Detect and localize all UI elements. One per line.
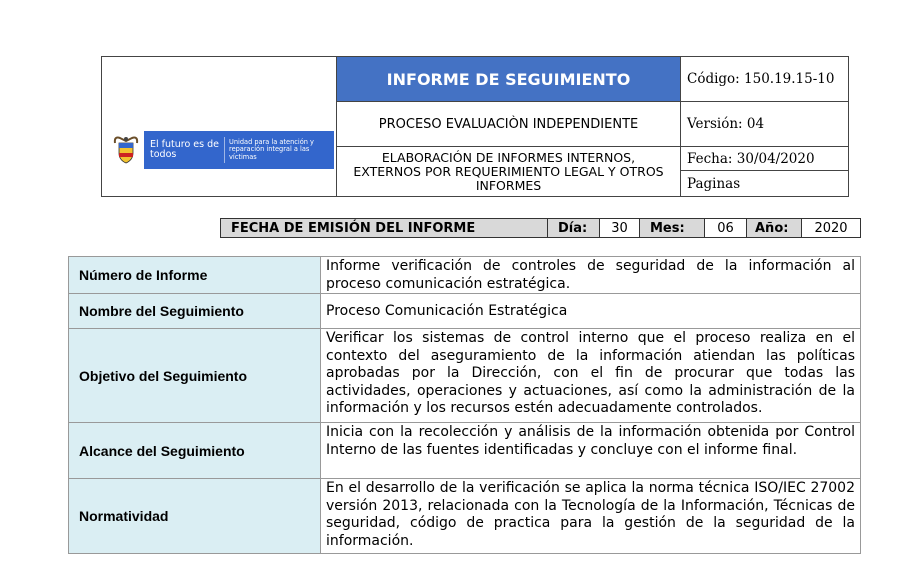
process-name: PROCESO EVALUACIÒN INDEPENDIENTE [337, 102, 681, 147]
year-label: Año: [747, 219, 802, 237]
elaboration-text: ELABORACIÓN DE INFORMES INTERNOS, EXTERNOS POR REQUERIMIENTO LEGAL Y OTROS INFORMES [337, 147, 681, 196]
tracking-name-label: Nombre del Seguimiento [69, 294, 321, 329]
year-value: 2020 [814, 220, 848, 236]
document-header [101, 56, 849, 197]
report-info-table [68, 256, 861, 554]
report-number-value: Informe verificación de controles de seguridad de la información al proceso comunicación estratégica. [321, 257, 860, 294]
coat-of-arms-icon [108, 131, 144, 169]
document-pages: Paginas [687, 175, 741, 192]
document-code: Código: 150.19.15-10 [681, 57, 848, 102]
issue-date-label: FECHA DE EMISIÓN DEL INFORME [221, 219, 548, 237]
report-number-label: Número de Informe [69, 257, 321, 294]
logo-agency-text: Unidad para la atención y reparación integral a las víctimas [229, 138, 314, 161]
objective-value: Verificar los sistemas de control interno que el proceso realiza en el contexto del aseguramiento de la información atiendan las políticas aprobadas por la Dirección, con el fin de procurar que todas las actividades, operaciones y actuaciones, así como la administración de la información y los recursos estén adecuadamente controlados. [321, 329, 860, 423]
logo-brand-text: El futuro es de todos [150, 139, 219, 160]
regulations-label: Normatividad [69, 479, 321, 553]
day-label: Día: [548, 219, 600, 237]
issue-date-row [220, 218, 861, 238]
document-date: Fecha: 30/04/2020 [681, 147, 848, 171]
day-value: 30 [600, 219, 640, 237]
logo-cell [102, 57, 337, 196]
document-version: Versión: 04 [681, 102, 848, 147]
regulations-value: En el desarrollo de la verificación se aplica la norma técnica ISO/IEC 27002 versión 2013, relacionada con la Tecnología de la Información, Técnicas de seguridad, código de practica para la gestión de la seguridad de la información. [326, 480, 855, 549]
scope-value: Inicia con la recolección y análisis de la información obtenida por Control Interno de las fuentes identificadas y concluye con el informe final. [321, 423, 860, 479]
tracking-name-value: Proceso Comunicación Estratégica [321, 294, 860, 329]
scope-label: Alcance del Seguimiento [69, 423, 321, 479]
month-value: 06 [705, 219, 747, 237]
logo-divider [224, 137, 225, 163]
month-label: Mes: [640, 219, 705, 237]
document-title: INFORME DE SEGUIMIENTO [337, 57, 681, 102]
institution-logo [108, 131, 334, 169]
objective-label: Objetivo del Seguimiento [69, 329, 321, 423]
